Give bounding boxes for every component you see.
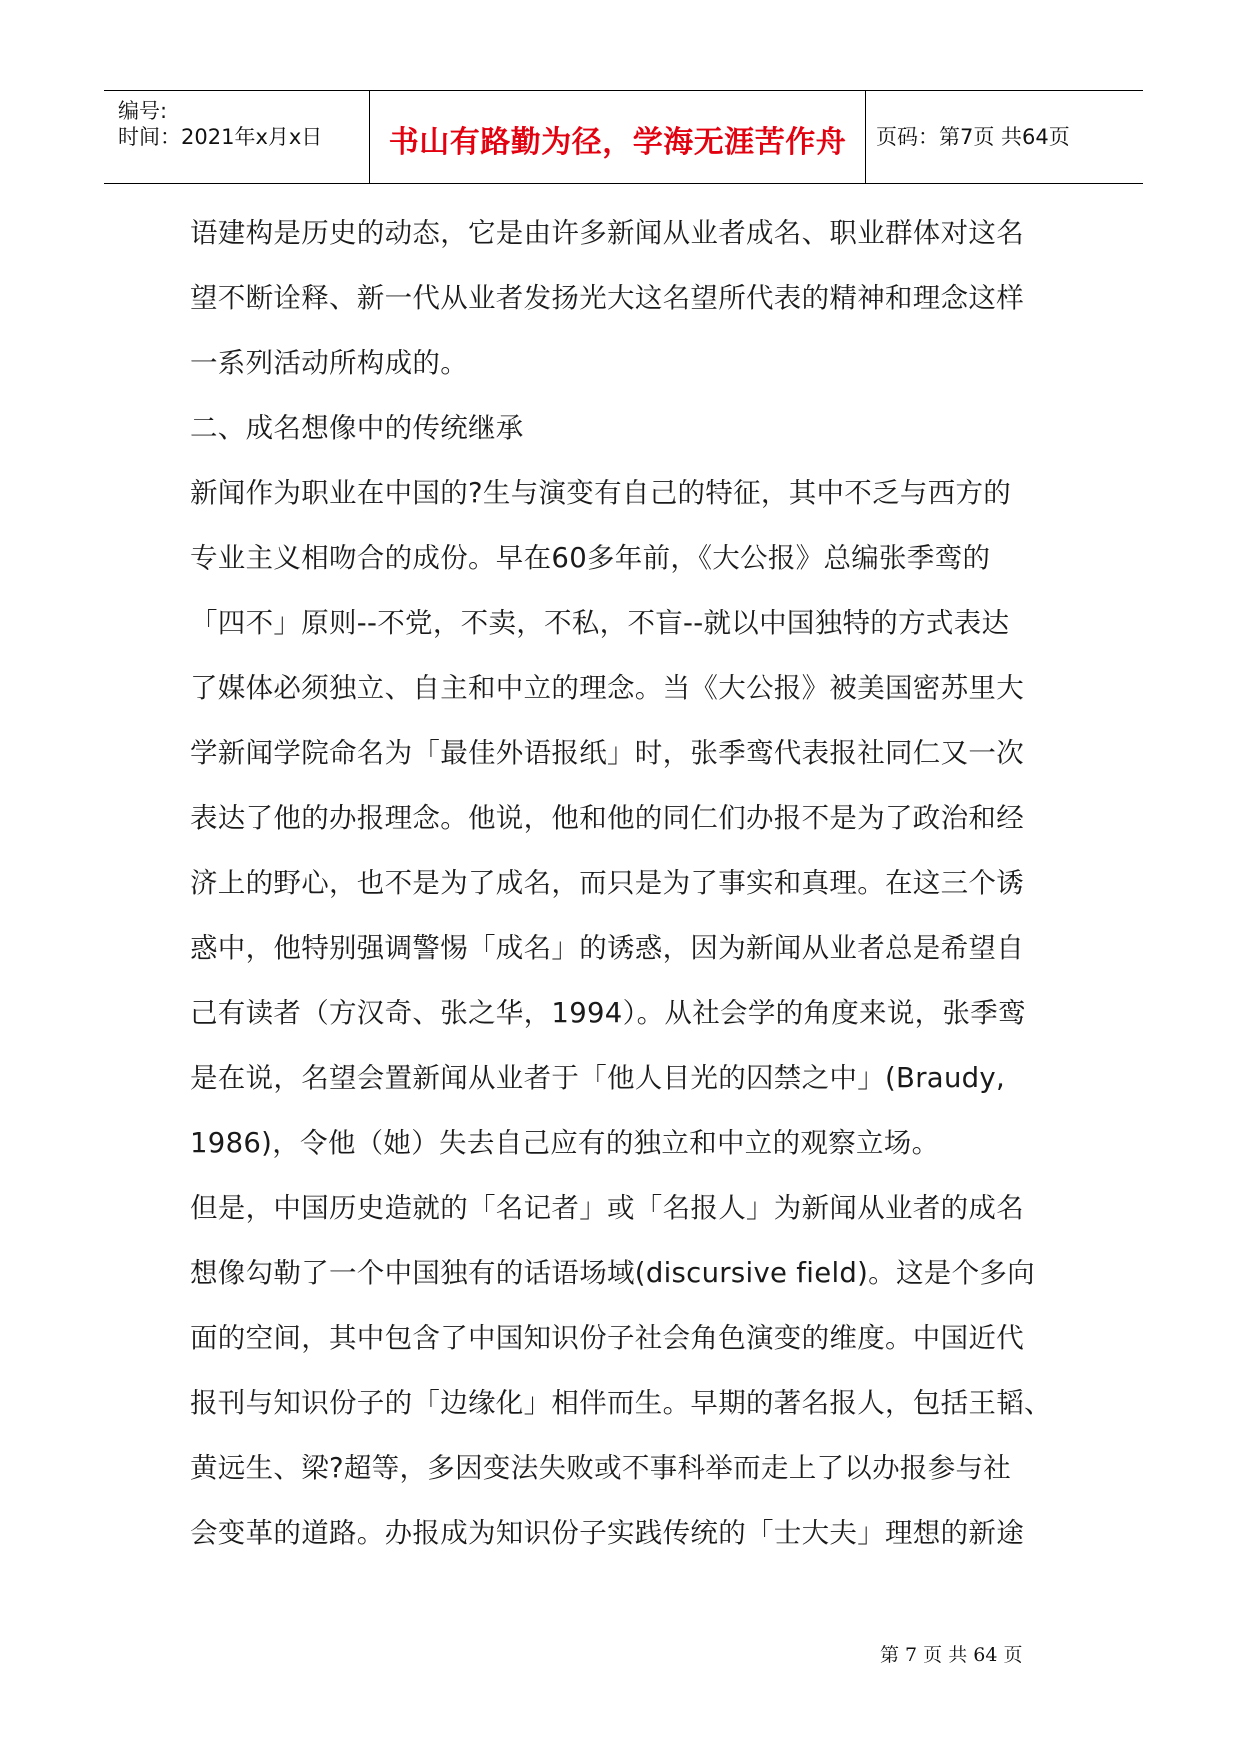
text-line: 报刊与知识份子的「边缘化」相伴而生。早期的著名报人，包括王韬、 [190,1387,1052,1419]
document-number-label: 编号: [118,99,168,123]
text-line: 己有读者（方汉奇、张之华，1994）。从社会学的角度来说，张季鸾 [190,997,1026,1029]
text-line: 学新闻学院命名为「最佳外语报纸」时，张季鸾代表报社同仁又一次 [190,737,1024,769]
text-line: 专业主义相吻合的成份。早在60多年前，《大公报》总编张季鸾的 [190,542,991,574]
header-info-cell [104,91,369,183]
text-line: 会变革的道路。办报成为知识份子实践传统的「士大夫」理想的新途 [190,1517,1024,1549]
header-motto: 书山有路勤为径，学海无涯苦作舟 [388,125,847,160]
text-line: 黄远生、梁?超等，多因变法失败或不事科举而走上了以办报参与社 [190,1452,1012,1484]
text-line: 想像勾勒了一个中国独有的话语场域(discursive field)。这是个多向 [190,1257,1035,1289]
text-line: 惑中，他特别强调警惕「成名」的诱惑，因为新闻从业者总是希望自 [190,932,1024,964]
header-motto-cell [369,91,866,183]
header-page-code: 页码：第7页 共64页 [876,125,1070,149]
text-line: 是在说，名望会置新闻从业者于「他人目光的囚禁之中」(Braudy, [190,1062,1006,1094]
text-line: 新闻作为职业在中国的?生与演变有自己的特征，其中不乏与西方的 [190,477,1012,509]
text-line: 面的空间，其中包含了中国知识份子社会角色演变的维度。中国近代 [190,1322,1024,1354]
page-footer: 第 7 页 共 64 页 [880,1644,1023,1666]
text-line: 「四不」原则--不党，不卖，不私，不盲--就以中国独特的方式表达 [190,607,1010,639]
text-line: 望不断诠释、新一代从业者发扬光大这名望所代表的精神和理念这样 [190,282,1024,314]
header-page-cell [866,91,1143,183]
text-line: 但是，中国历史造就的「名记者」或「名报人」为新闻从业者的成名 [190,1192,1024,1224]
text-line: 济上的野心，也不是为了成名，而只是为了事实和真理。在这三个诱 [190,867,1024,899]
text-line: 表达了他的办报理念。他说，他和他的同仁们办报不是为了政治和经 [190,802,1024,834]
text-line: 一系列活动所构成的。 [190,347,468,379]
section-heading: 二、成名想像中的传统继承 [190,412,524,444]
document-header [104,90,1143,184]
document-time-label: 时间：2021年x月x日 [118,125,323,149]
text-line: 了媒体必须独立、自主和中立的理念。当《大公报》被美国密苏里大 [190,672,1024,704]
text-line: 语建构是历史的动态，它是由许多新闻从业者成名、职业群体对这名 [190,217,1024,249]
text-line: 1986)，令他（她）失去自己应有的独立和中立的观察立场。 [190,1127,940,1159]
body-text [190,218,1060,1583]
